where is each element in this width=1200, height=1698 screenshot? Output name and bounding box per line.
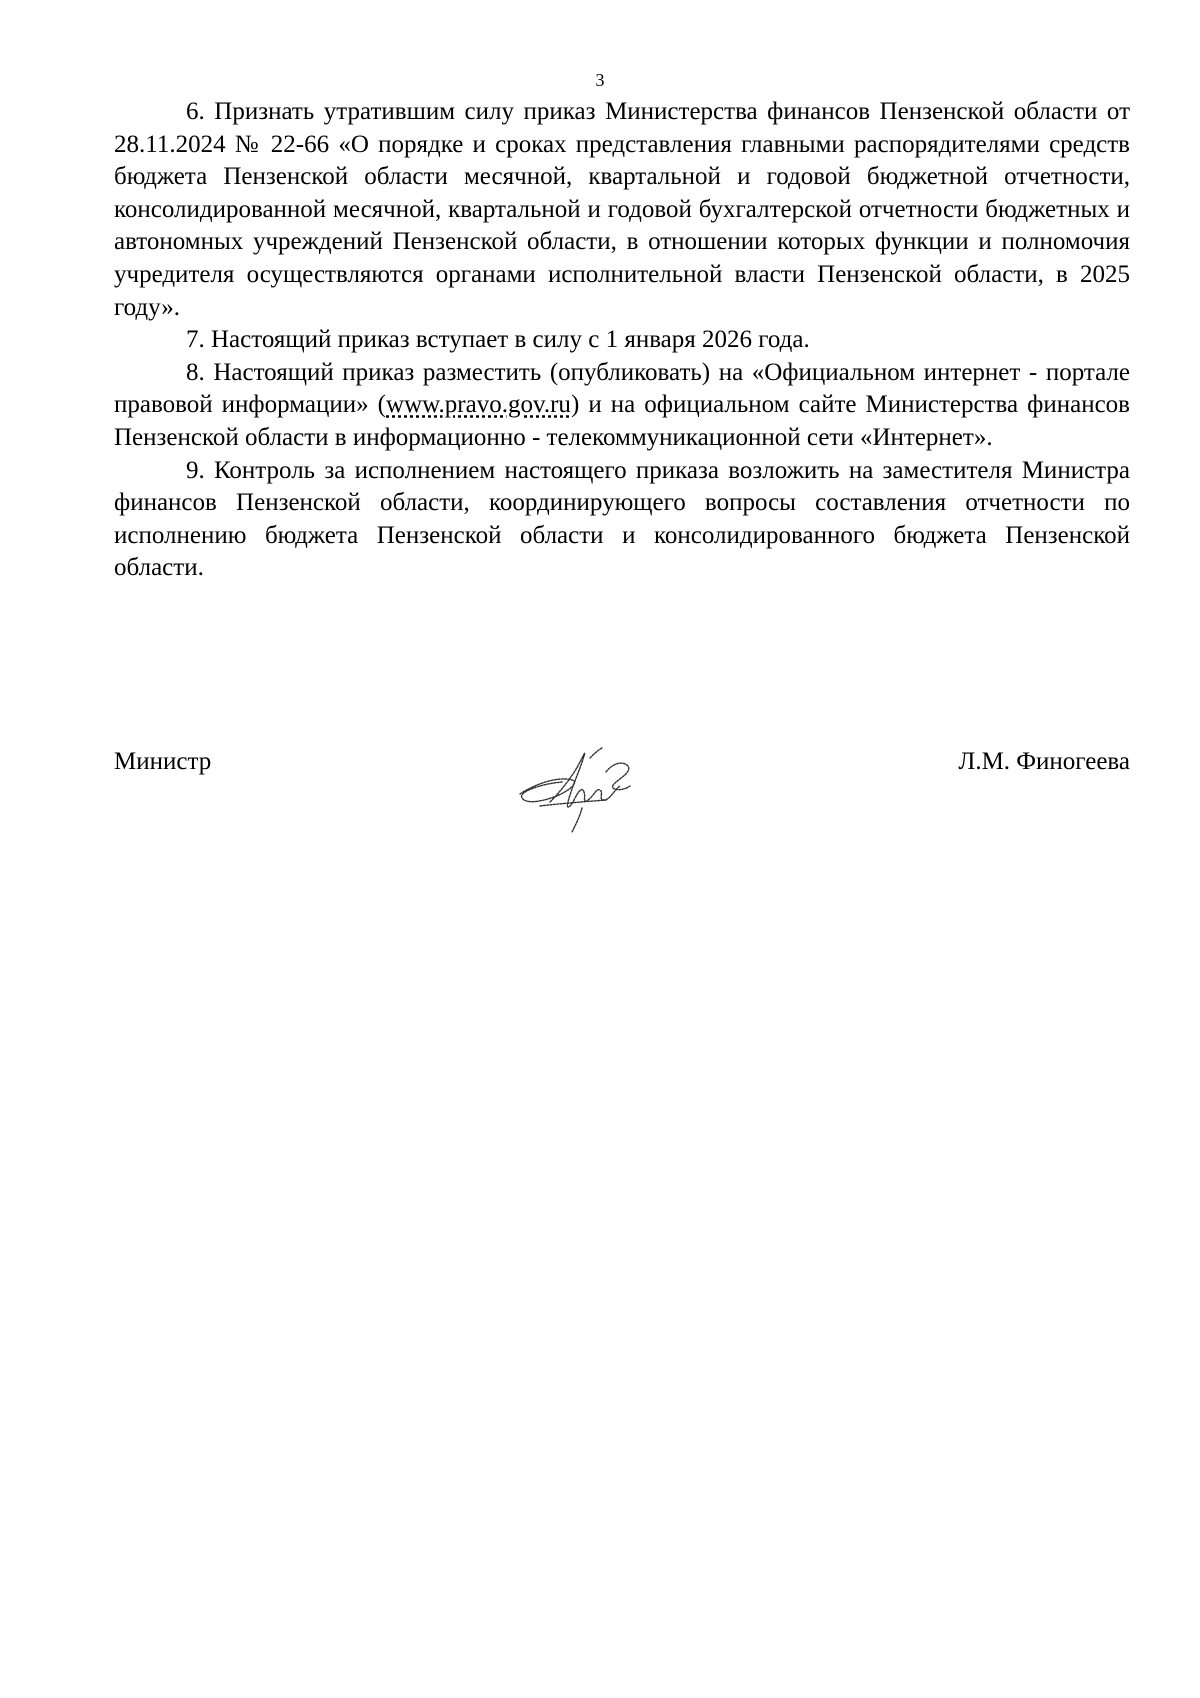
paragraph-8 — [114, 357, 1130, 455]
paragraph-8-text-start: 8. Настоящий приказ разместить (опубликовать) на «Официальном интернет - портале правовой информации» ( — [114, 358, 1130, 419]
page-number: 3 — [595, 70, 605, 90]
paragraph-7: 7. Настоящий приказ вступает в силу с 1 января 2026 года. — [186, 326, 810, 354]
paragraph-6: 6. Признать утратившим силу приказ Министерства финансов Пензенской области от 28.11.2024 № 22-66 «О порядке и сроках представления главными распорядителями средств бюджета Пензенской области месячной, квартальной и годовой бюджетной отчетности, консолидированной месячной, квартальной и годовой бухгалтерской отчетности бюджетных и автономных учреждений Пензенской области, в отношении которых функции и полномочия учредителя осуществляются органами исполнительной власти Пензенской области, в 2025 году». — [114, 98, 1130, 321]
paragraph-9: 9. Контроль за исполнением настоящего приказа возложить на заместителя Министра финансов Пензенской области, координирующего вопросы составления отчетности по исполнению бюджета Пензенской области и консолидированного бюджета Пензенской области. — [114, 456, 1130, 582]
paragraph-8-text-end: ) и на официальном сайте Министерства финансов Пензенской области в информационно - телекоммуникационной сети «Интернет». — [114, 391, 1130, 451]
signatory-name: Л.М. Финогеева — [958, 748, 1130, 775]
handwritten-signature-icon — [510, 742, 650, 838]
pravo-gov-link[interactable]: www.pravo.gov.ru — [386, 391, 571, 419]
document-body — [114, 96, 1130, 585]
signatory-title: Министр — [114, 748, 212, 775]
